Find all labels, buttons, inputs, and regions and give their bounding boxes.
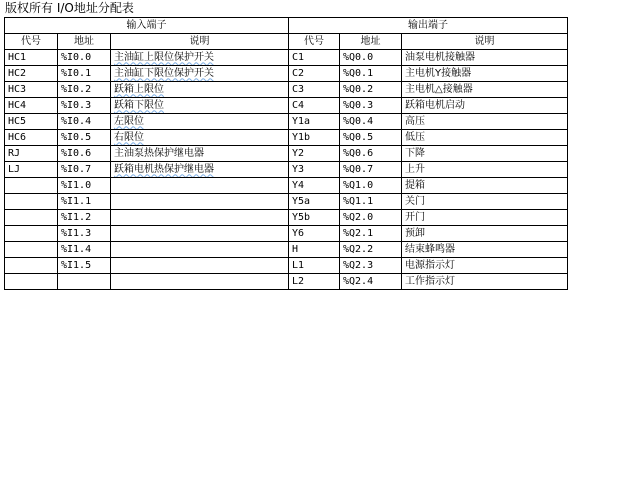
output-address-cell-text: %Q0.1 — [343, 67, 374, 79]
input-description-cell — [111, 242, 289, 258]
output-code-cell-text: Y2 — [292, 147, 305, 159]
input-code-cell — [5, 226, 58, 242]
input-code-cell-text: HC6 — [8, 131, 27, 143]
input-code-cell — [5, 242, 58, 258]
table-row — [5, 274, 568, 290]
output-code-cell — [289, 98, 340, 114]
output-address-cell — [340, 50, 402, 66]
output-code-cell-text: L2 — [292, 275, 305, 287]
input-description-cell — [111, 98, 289, 114]
col-header-desc-in: 说明 — [111, 34, 289, 50]
table-row — [5, 194, 568, 210]
input-description-cell-text: 主油缸下限位保护开关 — [114, 67, 214, 79]
input-description-cell-text: 主油缸上限位保护开关 — [114, 51, 214, 63]
output-description-cell-text: 跃箱电机启动 — [405, 99, 465, 111]
output-code-cell-text: C4 — [292, 99, 305, 111]
input-address-cell-text: %I0.2 — [61, 83, 92, 95]
input-code-cell — [5, 210, 58, 226]
input-address-cell-text: %I1.2 — [61, 211, 92, 223]
input-description-cell — [111, 226, 289, 242]
input-address-cell — [58, 146, 111, 162]
input-code-cell — [5, 114, 58, 130]
table-row — [5, 162, 568, 178]
output-code-cell — [289, 178, 340, 194]
output-address-cell-text: %Q0.3 — [343, 99, 374, 111]
input-address-cell-text: %I0.3 — [61, 99, 92, 111]
output-address-cell — [340, 178, 402, 194]
output-code-cell — [289, 258, 340, 274]
output-address-cell — [340, 146, 402, 162]
output-code-cell-text: C3 — [292, 83, 305, 95]
table-row — [5, 130, 568, 146]
input-description-cell — [111, 194, 289, 210]
output-description-cell-text: 上升 — [405, 163, 425, 175]
output-address-cell-text: %Q0.0 — [343, 51, 374, 63]
output-description-cell — [402, 50, 568, 66]
output-code-cell-text: Y3 — [292, 163, 305, 175]
input-code-cell — [5, 274, 58, 290]
output-address-cell-text: %Q0.2 — [343, 83, 374, 95]
output-description-cell — [402, 194, 568, 210]
input-address-cell — [58, 98, 111, 114]
input-description-cell-text: 跃箱电机热保护继电器 — [114, 163, 214, 175]
input-description-cell-text: 跃箱下限位 — [114, 99, 164, 111]
output-description-cell — [402, 178, 568, 194]
output-description-cell-text: 结束蜂鸣器 — [405, 243, 455, 255]
input-description-cell — [111, 162, 289, 178]
input-description-cell — [111, 114, 289, 130]
output-code-cell-text: C1 — [292, 51, 305, 63]
col-header-desc-out: 说明 — [402, 34, 568, 50]
table-row — [5, 146, 568, 162]
input-code-cell-text: HC2 — [8, 67, 27, 79]
output-code-cell — [289, 66, 340, 82]
output-address-cell-text: %Q2.1 — [343, 227, 374, 239]
input-address-cell — [58, 130, 111, 146]
input-address-cell-text: %I0.4 — [61, 115, 92, 127]
input-code-cell-text: HC3 — [8, 83, 27, 95]
output-address-cell-text: %Q1.1 — [343, 195, 374, 207]
output-address-cell-text: %Q2.0 — [343, 211, 374, 223]
output-description-cell-text: 开门 — [405, 211, 425, 223]
input-terminals-header: 输入端子 — [5, 18, 289, 34]
input-description-cell — [111, 66, 289, 82]
input-code-cell — [5, 66, 58, 82]
output-code-cell-text: Y5b — [292, 211, 311, 223]
input-address-cell — [58, 226, 111, 242]
input-address-cell-text: %I1.3 — [61, 227, 92, 239]
output-code-cell-text: Y4 — [292, 179, 305, 191]
output-code-cell — [289, 194, 340, 210]
output-description-cell — [402, 82, 568, 98]
page-title: 版权所有 I/O地址分配表 — [5, 1, 134, 15]
output-address-cell — [340, 226, 402, 242]
output-address-cell-text: %Q1.0 — [343, 179, 374, 191]
output-description-cell-text: 油泵电机接触器 — [405, 51, 475, 63]
output-description-cell-text: 下降 — [405, 147, 425, 159]
output-address-cell-text: %Q2.4 — [343, 275, 374, 287]
output-code-cell-text: H — [292, 243, 299, 255]
output-description-cell — [402, 226, 568, 242]
input-address-cell — [58, 178, 111, 194]
output-address-cell — [340, 114, 402, 130]
input-description-cell — [111, 258, 289, 274]
input-code-cell — [5, 178, 58, 194]
input-address-cell-text: %I1.4 — [61, 243, 92, 255]
output-address-cell — [340, 162, 402, 178]
input-address-cell — [58, 114, 111, 130]
input-description-cell — [111, 274, 289, 290]
input-code-cell — [5, 194, 58, 210]
input-description-cell — [111, 82, 289, 98]
table-row — [5, 258, 568, 274]
input-code-cell-text: HC5 — [8, 115, 27, 127]
input-code-cell — [5, 50, 58, 66]
input-code-cell — [5, 258, 58, 274]
input-code-cell-text: HC1 — [8, 51, 27, 63]
input-address-cell-text: %I1.1 — [61, 195, 92, 207]
input-description-cell — [111, 178, 289, 194]
output-terminals-header: 输出端子 — [289, 18, 568, 34]
input-code-cell — [5, 162, 58, 178]
column-header-row — [5, 34, 568, 50]
input-description-cell — [111, 210, 289, 226]
output-description-cell-text: 低压 — [405, 131, 425, 143]
output-address-cell-text: %Q2.2 — [343, 243, 374, 255]
table-row — [5, 114, 568, 130]
input-description-cell — [111, 130, 289, 146]
col-header-addr-in: 地址 — [58, 34, 111, 50]
input-address-cell — [58, 274, 111, 290]
output-address-cell-text: %Q2.3 — [343, 259, 374, 271]
output-code-cell — [289, 50, 340, 66]
output-address-cell-text: %Q0.7 — [343, 163, 374, 175]
table-row — [5, 178, 568, 194]
output-code-cell — [289, 130, 340, 146]
output-code-cell — [289, 274, 340, 290]
input-description-cell — [111, 50, 289, 66]
input-address-cell — [58, 50, 111, 66]
output-address-cell — [340, 130, 402, 146]
input-address-cell-text: %I0.6 — [61, 147, 92, 159]
output-description-cell-text: 高压 — [405, 115, 425, 127]
output-code-cell-text: Y1a — [292, 115, 311, 127]
output-description-cell — [402, 242, 568, 258]
group-header-row — [5, 18, 568, 34]
output-address-cell — [340, 194, 402, 210]
input-address-cell — [58, 258, 111, 274]
col-header-code-in: 代号 — [5, 34, 58, 50]
output-description-cell-text: 关门 — [405, 195, 425, 207]
output-code-cell-text: Y6 — [292, 227, 305, 239]
input-code-cell-text: LJ — [8, 163, 21, 175]
input-address-cell — [58, 82, 111, 98]
output-description-cell-text: 工作指示灯 — [405, 275, 455, 287]
output-code-cell-text: L1 — [292, 259, 305, 271]
table-row — [5, 210, 568, 226]
output-address-cell-text: %Q0.6 — [343, 147, 374, 159]
output-code-cell — [289, 162, 340, 178]
input-code-cell — [5, 82, 58, 98]
output-description-cell-text: 预卸 — [405, 227, 425, 239]
output-code-cell-text: Y1b — [292, 131, 311, 143]
input-description-cell — [111, 146, 289, 162]
input-address-cell — [58, 210, 111, 226]
io-address-table — [4, 17, 568, 290]
input-code-cell-text: RJ — [8, 147, 21, 159]
col-header-code-out: 代号 — [289, 34, 340, 50]
input-description-cell-text: 左限位 — [114, 115, 144, 127]
output-description-cell — [402, 146, 568, 162]
input-address-cell-text: %I1.0 — [61, 179, 92, 191]
table-row — [5, 82, 568, 98]
table-row — [5, 66, 568, 82]
output-description-cell — [402, 130, 568, 146]
output-description-cell — [402, 114, 568, 130]
output-address-cell — [340, 98, 402, 114]
table-row — [5, 226, 568, 242]
input-description-cell-text: 跃箱上限位 — [114, 83, 164, 95]
output-address-cell — [340, 242, 402, 258]
input-code-cell — [5, 98, 58, 114]
table-body — [5, 50, 568, 290]
table-row — [5, 98, 568, 114]
input-description-cell-text: 右限位 — [114, 131, 144, 143]
output-address-cell — [340, 258, 402, 274]
input-address-cell-text: %I0.1 — [61, 67, 92, 79]
output-description-cell — [402, 162, 568, 178]
table-row — [5, 50, 568, 66]
output-address-cell — [340, 66, 402, 82]
output-address-cell-text: %Q0.5 — [343, 131, 374, 143]
output-code-cell — [289, 242, 340, 258]
output-description-cell-text: 电源指示灯 — [405, 259, 455, 271]
input-address-cell — [58, 242, 111, 258]
output-description-cell — [402, 274, 568, 290]
output-code-cell — [289, 114, 340, 130]
input-code-cell — [5, 130, 58, 146]
output-description-cell — [402, 66, 568, 82]
output-code-cell-text: Y5a — [292, 195, 311, 207]
output-description-cell — [402, 210, 568, 226]
input-description-cell-text: 主油泵热保护继电器 — [114, 147, 204, 159]
output-code-cell — [289, 146, 340, 162]
output-description-cell-text: 提箱 — [405, 179, 425, 191]
input-address-cell-text: %I0.7 — [61, 163, 92, 175]
output-address-cell-text: %Q0.4 — [343, 115, 374, 127]
output-description-cell — [402, 98, 568, 114]
table-row — [5, 242, 568, 258]
output-address-cell — [340, 210, 402, 226]
input-address-cell-text: %I1.5 — [61, 259, 92, 271]
input-address-cell-text: %I0.5 — [61, 131, 92, 143]
output-code-cell-text: C2 — [292, 67, 305, 79]
output-code-cell — [289, 210, 340, 226]
output-code-cell — [289, 82, 340, 98]
output-description-cell — [402, 258, 568, 274]
input-address-cell — [58, 66, 111, 82]
input-address-cell — [58, 194, 111, 210]
col-header-addr-out: 地址 — [340, 34, 402, 50]
output-description-cell-text: 主电机△接触器 — [405, 83, 473, 95]
output-description-cell-text: 主电机Y接触器 — [405, 67, 472, 79]
output-address-cell — [340, 274, 402, 290]
input-address-cell-text: %I0.0 — [61, 51, 92, 63]
input-code-cell — [5, 146, 58, 162]
input-code-cell-text: HC4 — [8, 99, 27, 111]
output-address-cell — [340, 82, 402, 98]
input-address-cell — [58, 162, 111, 178]
output-code-cell — [289, 226, 340, 242]
